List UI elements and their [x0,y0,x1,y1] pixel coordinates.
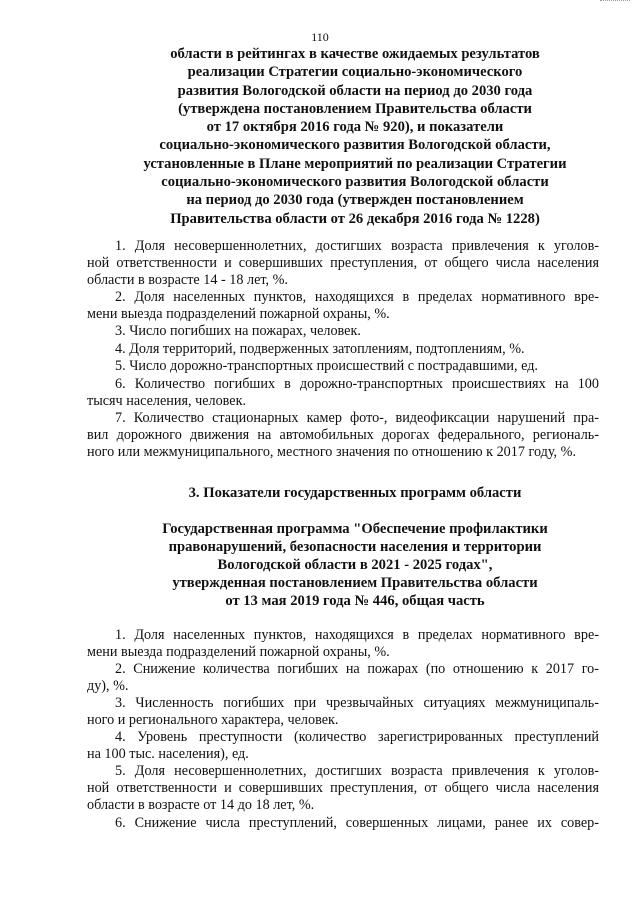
list-item-line: на 100 тыс. населения), ед. [87,745,249,762]
list-item-line: 6. Количество погибших в дорожно-транспортных происшествиях на 100 [115,376,599,392]
program-heading [100,520,610,610]
top-heading-line: области в рейтингах в качестве ожидаемых результатов [170,46,540,62]
list-item [87,376,599,410]
list-item [87,729,599,763]
program-heading-line: утвержденная постановлением Правительства области [172,575,538,591]
top-heading-line: установленные в Плане мероприятий по реализации Стратегии [143,155,567,172]
list-item-line: ного или межмуниципального, местного значения по отношению к 2017 году, %. [87,443,577,460]
list-item [87,238,599,288]
list-item-line: 3. Численность погибших при чрезвычайных ситуациях межмуниципаль- [115,695,599,711]
top-heading-line: Правительства области от 26 декабря 2016 года № 1228) [170,210,540,227]
list-item [87,323,599,340]
list-item-line: мени выезда подразделений пожарной охраны, %. [87,305,390,322]
list-item-line: 4. Доля территорий, подверженных затоплениям, подтоплениям, %. [115,341,525,357]
top-heading-line: (утверждена постановлением Правительства области [178,100,532,117]
list-item-line: 6. Снижение числа преступлений, совершенных лицами, ранее их совер- [115,815,599,831]
list-item-line: 2. Доля населенных пунктов, находящихся в пределах нормативного вре- [115,289,599,305]
list-item-line: мени выезда подразделений пожарной охраны, %. [87,643,390,660]
scan-artifact [600,0,630,7]
list-item [87,358,599,375]
page-number: 110 [311,30,329,44]
section-heading: 3. Показатели государственных программ области [188,485,522,501]
list-item-line: 1. Доля несовершеннолетних, достигших возраста привлечения к уголов- [115,238,599,254]
list-item-line: области в возрасте от 14 до 18 лет, %. [87,796,315,813]
list-item-line: области в возрасте 14 - 18 лет, %. [87,271,288,288]
list-item [87,695,599,729]
top-heading-line: социально-экономического развития Вологодской области [161,174,549,191]
list-item [87,815,599,832]
list-item-line: 1. Доля населенных пунктов, находящихся в пределах нормативного вре- [115,627,599,643]
list-item [87,627,599,661]
top-heading-line: от 17 октября 2016 года № 920), и показатели [206,119,504,136]
list-item [87,661,599,695]
top-heading-line: на период до 2030 года (утвержден постановлением [186,192,524,209]
top-heading-line: развития Вологодской области на период до 2030 года [177,82,533,99]
list-item-line: 3. Число погибших на пожарах, человек. [115,323,361,339]
list-item-line: 5. Число дорожно-транспортных происшествий с пострадавшими, ед. [115,358,538,374]
top-heading-line: реализации Стратегии социально-экономического [187,64,523,81]
list-item-line: 2. Снижение количества погибших на пожарах (по отношению к 2017 го- [115,661,599,677]
list-item-line: ной ответственности и совершивших преступления, от общего числа населения [87,254,599,271]
top-heading-line: социально-экономического развития Вологодской области, [159,137,551,154]
program-heading-line: Вологодской области в 2021 - 2025 годах", [217,557,493,573]
program-heading-line: правонарушений, безопасности населения и территории [168,539,542,555]
list-item [87,763,599,813]
program-heading-line: от 13 мая 2019 года № 446, общая часть [225,593,485,609]
list-item-line: ного и регионального характера, человек. [87,711,339,728]
list-item-line: ду), %. [87,677,129,694]
list-item-line: 7. Количество стационарных камер фото-, видеофиксации нарушений пра- [115,410,599,426]
list-item [87,410,599,460]
list-item [87,289,599,323]
list-item [87,341,599,358]
top-heading [100,45,610,228]
list-item-line: 4. Уровень преступности (количество зарегистрированных преступлений [115,729,599,745]
list-item-line: ной ответственности и совершивших преступления, от общего числа населения [87,779,599,796]
program-heading-line: Государственная программа "Обеспечение профилактики [162,521,548,537]
list-item-line: вил дорожного движения на автомобильных дорогах федерального, региональ- [87,426,599,443]
list-item-line: 5. Доля несовершеннолетних, достигших возраста привлечения к уголов- [115,763,599,779]
list-item-line: тысяч населения, человек. [87,392,247,409]
